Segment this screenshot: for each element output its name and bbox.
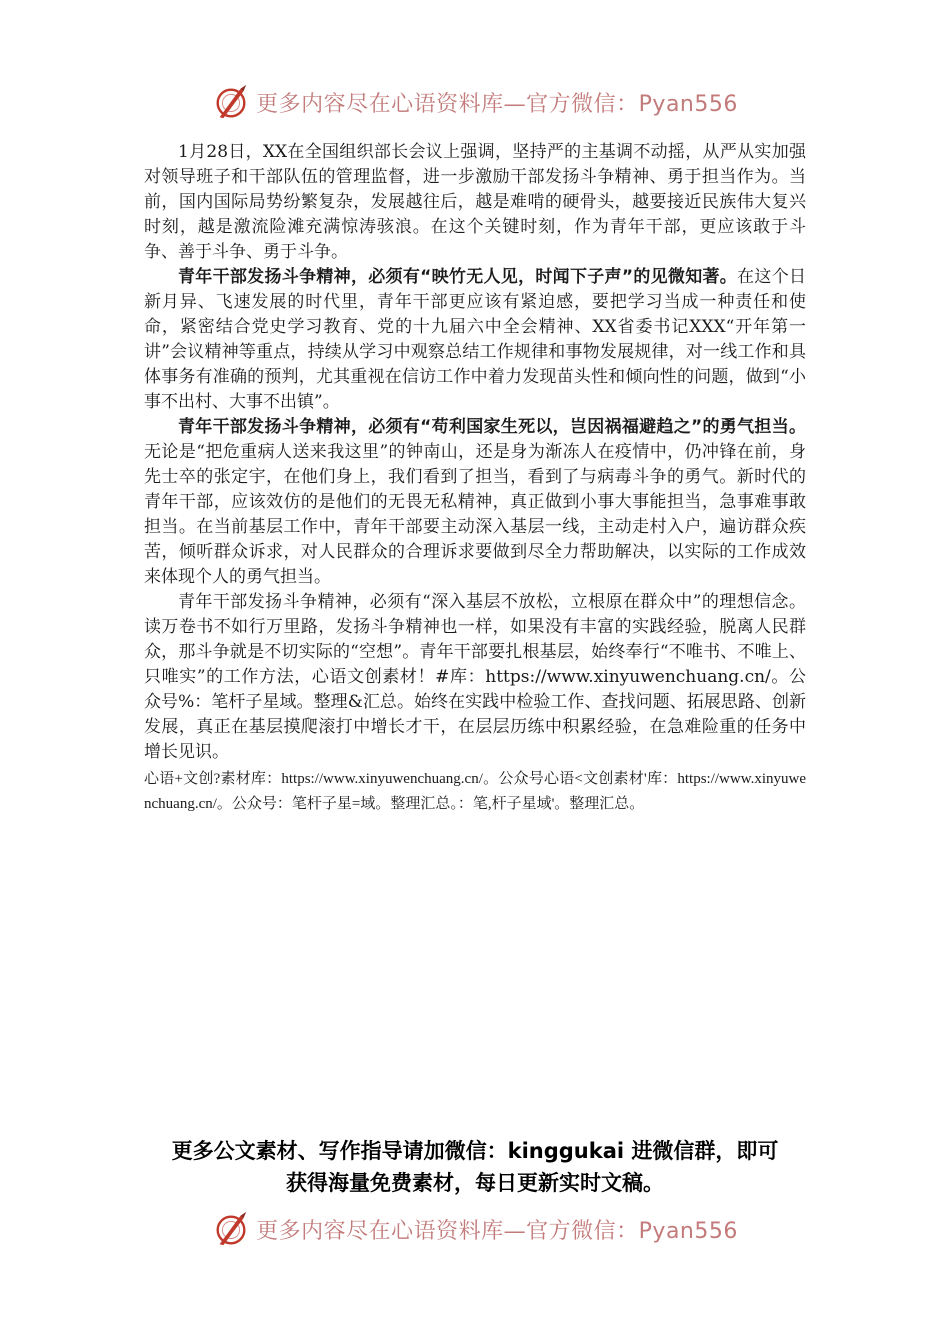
promo-line-2: 获得海量免费素材，每日更新实时文稿。 — [286, 1171, 664, 1195]
promo-line-1: 更多公文素材、写作指导请加微信：kinggukai 进微信群，即可 — [171, 1139, 779, 1163]
paragraph-2-text: 在这个日新月异、飞速发展的时代里，青年干部更应该有紧迫感，要把学习当成一种责任和使命，紧密结合党史学习教育、党的十九届六中全会精神、XX省委书记XXX“开年第一讲”会议精神等重点，持续从学习中观察总结工作规律和事物发展规律，对一线工作和具体事务有准确的预判，尤其重视在信访工作中着力发现苗头性和倾向性的问题，做到“小事不出村、大事不出镇”。 — [144, 267, 806, 412]
paragraph-3 — [144, 415, 806, 590]
footer-wechat-id: Pyan556 — [638, 1218, 738, 1244]
paragraph-2-lead: 青年干部发扬斗争精神，必须有“映竹无人见，时闻下子声”的见微知著。 — [178, 267, 738, 287]
paragraph-4 — [144, 590, 806, 765]
header-banner-text: 更多内容尽在心语资料库—官方微信：Pyan556 — [256, 91, 738, 117]
footer-banner — [0, 1207, 950, 1251]
paragraph-4-text: 青年干部发扬斗争精神，必须有“深入基层不放松，立根原在群众中”的理想信念。读万卷书不如行万里路，发扬斗争精神也一样，如果没有丰富的实践经验，脱离人民群众，那斗争就是不切实际的“空想”。青年干部要扎根基层，始终奉行“不唯书、不唯上、只唯实”的工作方法，心语文创素材！#库：https://www.xinyuwenchuang.cn/。公众号%：笔杆子星域。整理&汇总。始终在实践中检验工作、查找问题、拓展思路、创新发展，真正在基层摸爬滚打中增长才干，在层层历练中积累经验，在急难险重的任务中增长见识。 — [144, 592, 806, 762]
promo-notice — [100, 1135, 850, 1199]
paragraph-2 — [144, 265, 806, 415]
paragraph-1 — [144, 140, 806, 265]
quill-logo-icon — [212, 83, 250, 121]
footer-banner-text: 更多内容尽在心语资料库—官方微信：Pyan556 — [256, 1218, 738, 1244]
article-body — [144, 140, 806, 817]
quill-logo-icon — [212, 1210, 250, 1248]
paragraph-1-text: 1月28日，XX在全国组织部长会议上强调，坚持严的主基调不动摇，从严从实加强对领导班子和干部队伍的管理监督，进一步激励干部发扬斗争精神、勇于担当作为。当前，国内国际局势纷繁复杂，发展越往后，越是难啃的硬骨头，越要接近民族伟大复兴时刻，越是激流险滩充满惊涛骇浪。在这个关键时刻，作为青年干部，更应该敢于斗争、善于斗争、勇于斗争。 — [144, 142, 806, 262]
paragraph-3-text: 无论是“把危重病人送来我这里”的钟南山，还是身为渐冻人在疫情中，仍冲锋在前，身先士卒的张定宇，在他们身上，我们看到了担当，看到了与病毒斗争的勇气。新时代的青年干部，应该效仿的是他们的无畏无私精神，真正做到小事大事能担当，急事难事敢担当。在当前基层工作中，青年干部要主动深入基层一线，主动走村入户，遍访群众疾苦，倾听群众诉求，对人民群众的合理诉求要做到尽全力帮助解决，以实际的工作成效来体现个人的勇气担当。 — [144, 442, 806, 587]
header-banner — [0, 80, 950, 124]
source-footnote: 心语+文创?素材库：https://www.xinyuwenchuang.cn/。公众号心语<文创素材'库：https://www.xinyuwenchuang.cn/。公众号：笔杆子星=域。整理汇总。：笔,杆子星域'。整理汇总。 — [144, 771, 806, 812]
paragraph-3-lead: 青年干部发扬斗争精神，必须有“苟利国家生死以，岂因祸福避趋之”的勇气担当。 — [178, 417, 806, 437]
header-wechat-id: Pyan556 — [638, 91, 738, 117]
